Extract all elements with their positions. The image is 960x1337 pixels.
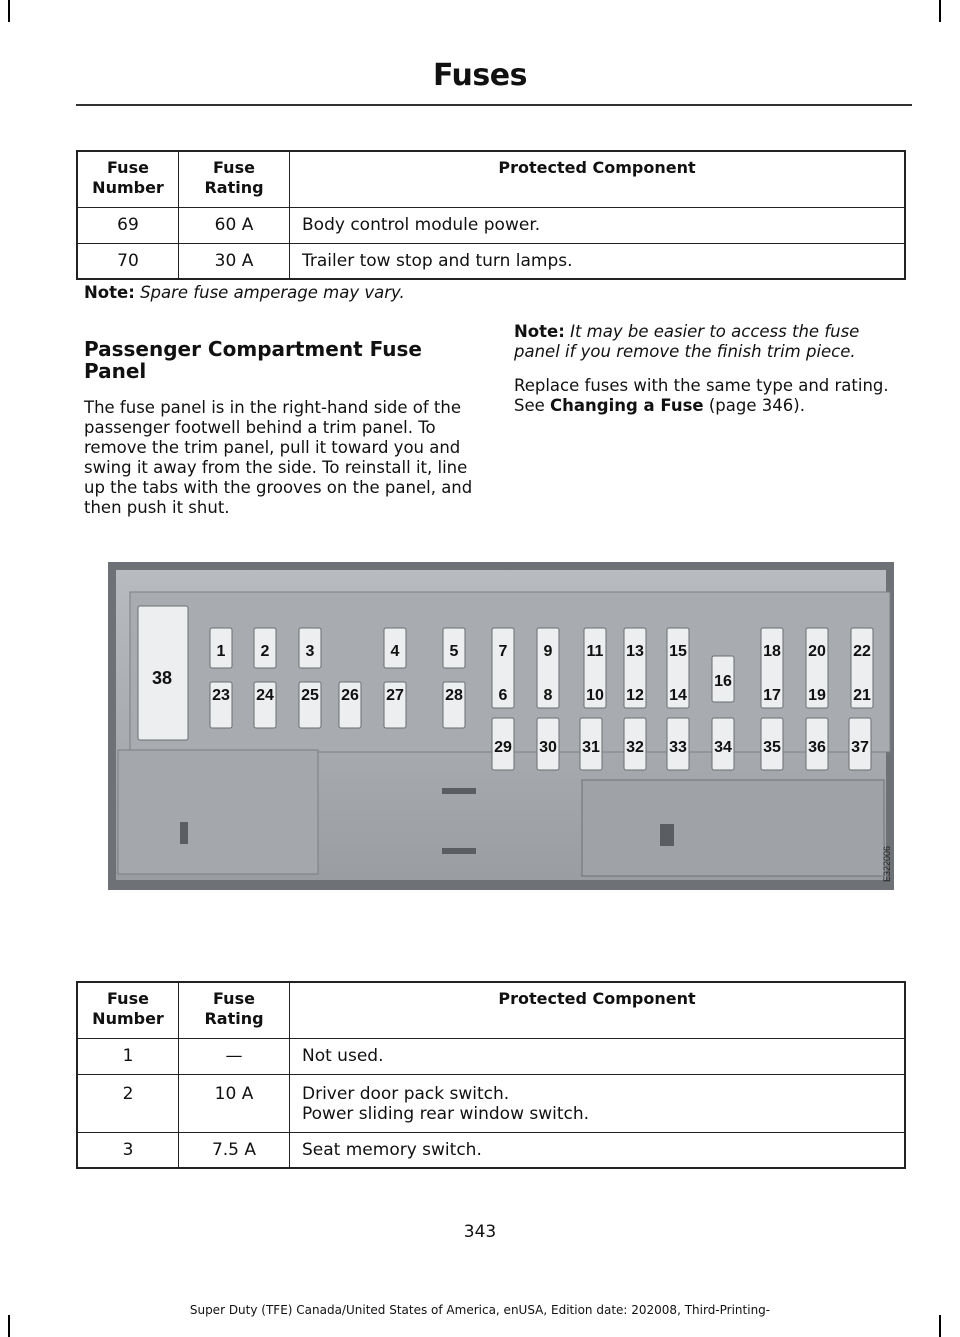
fuse-label-27: 27	[386, 687, 404, 704]
table-row	[77, 243, 905, 279]
table-row	[77, 1132, 905, 1168]
table-row	[77, 1074, 905, 1132]
protected-component	[290, 1074, 906, 1132]
fuse-rating: 10 A	[179, 1074, 290, 1132]
connector-slot	[442, 848, 476, 854]
fuse-number: 3	[77, 1132, 179, 1168]
fuse-label-13: 13	[626, 643, 644, 660]
body-paragraph: The fuse panel is in the right-hand side of the passenger footwell behind a trim panel. To remove the trim panel, pull it toward you and swing it away from the side. To reinstall it, line up the tabs with the grooves on the panel, and then push it shut.	[84, 398, 473, 517]
fuse-label-19: 19	[808, 687, 826, 704]
fuse-label-38: 38	[152, 668, 173, 688]
crop-mark	[8, 0, 10, 22]
protected-component: Seat memory switch.	[290, 1132, 906, 1168]
fuse-number: 2	[77, 1074, 179, 1132]
fuse-panel-diagram	[108, 562, 894, 890]
note-text: Spare fuse amperage may vary.	[134, 283, 405, 302]
header-protected-component: Protected Component	[290, 982, 906, 1038]
fuse-label-35: 35	[763, 739, 781, 756]
fuse-label-32: 32	[626, 739, 644, 756]
fuse-number: 69	[77, 207, 179, 243]
page-footer: Super Duty (TFE) Canada/United States of America, enUSA, Edition date: 202008, Third-Printing-	[189, 1303, 771, 1317]
fuse-rating: 60 A	[179, 207, 290, 243]
crop-mark	[939, 0, 941, 22]
protected-component: Body control module power.	[290, 207, 906, 243]
header-divider	[76, 104, 912, 106]
trim-note	[514, 322, 894, 362]
fuse-label-10: 10	[586, 687, 604, 704]
fuse-label-24: 24	[256, 687, 274, 704]
note-label: Note:	[84, 283, 135, 302]
fuse-label-20: 20	[808, 643, 826, 660]
header-fuse-rating: Fuse Rating	[179, 982, 290, 1038]
table-row	[77, 1038, 905, 1074]
fuse-label-21: 21	[853, 687, 871, 704]
diagram-code: E322006	[882, 845, 892, 882]
page-title: Fuses	[433, 58, 527, 93]
fuse-label-9: 9	[543, 643, 553, 660]
connector-slot	[660, 824, 674, 846]
fuse-label-1: 1	[216, 643, 226, 660]
spare-fuse-note	[84, 283, 504, 303]
fuse-label-4: 4	[390, 643, 400, 660]
fuse-label-30: 30	[539, 739, 557, 756]
fuse-label-15: 15	[669, 643, 687, 660]
fuse-label-16: 16	[714, 673, 732, 690]
fuse-label-25: 25	[301, 687, 319, 704]
lower-right-block	[582, 780, 884, 876]
fuse-label-28: 28	[445, 687, 463, 704]
page-number: 343	[463, 1222, 497, 1242]
fuse-label-23: 23	[212, 687, 230, 704]
fuse-label-18: 18	[763, 643, 781, 660]
fuse-label-14: 14	[669, 687, 687, 704]
fuse-label-3: 3	[305, 643, 315, 660]
fuse-label-37: 37	[851, 739, 869, 756]
connector-slot	[442, 788, 476, 794]
fuse-label-8: 8	[543, 687, 553, 704]
fuse-label-31: 31	[582, 739, 600, 756]
lower-left-block	[118, 750, 318, 874]
fuse-label-6: 6	[498, 687, 508, 704]
fuse-number: 70	[77, 243, 179, 279]
fuse-label-2: 2	[260, 643, 270, 660]
fuse-label-34: 34	[714, 739, 732, 756]
component-line: Power sliding rear window switch.	[302, 1103, 590, 1124]
note-text: It may be easier to access the fuse panel if you remove the finish trim piece.	[514, 322, 860, 361]
fuse-label-36: 36	[808, 739, 826, 756]
fuse-label-22: 22	[853, 643, 871, 660]
crop-mark	[939, 1315, 941, 1337]
connector-slot	[180, 822, 188, 844]
header-fuse-rating: Fuse Rating	[179, 151, 290, 207]
fuse-label-7: 7	[498, 643, 508, 660]
fuse-label-17: 17	[763, 687, 781, 704]
header-protected-component: Protected Component	[290, 151, 906, 207]
protected-component: Trailer tow stop and turn lamps.	[290, 243, 906, 279]
table-header-row	[77, 151, 905, 207]
fuse-label-12: 12	[626, 687, 644, 704]
header-fuse-number: Fuse Number	[77, 982, 179, 1038]
table-header-row	[77, 982, 905, 1038]
replace-page-ref: (page 346).	[703, 396, 805, 415]
fuse-label-5: 5	[449, 643, 459, 660]
header-fuse-number: Fuse Number	[77, 151, 179, 207]
fuse-label-11: 11	[586, 643, 604, 660]
fuse-rating: 30 A	[179, 243, 290, 279]
note-label: Note:	[514, 322, 565, 341]
changing-fuse-link[interactable]: Changing a Fuse	[550, 396, 704, 415]
replace-paragraph	[514, 376, 904, 416]
fuse-table-1	[76, 150, 906, 280]
fuse-rating: 7.5 A	[179, 1132, 290, 1168]
crop-mark	[8, 1315, 10, 1337]
fuse-label-26: 26	[341, 687, 359, 704]
fuse-table-2	[76, 981, 906, 1169]
section-heading: Passenger Compartment Fuse Panel	[84, 337, 422, 383]
protected-component: Not used.	[290, 1038, 906, 1074]
fuse-label-33: 33	[669, 739, 687, 756]
component-line: Driver door pack switch.	[302, 1083, 510, 1104]
fuse-label-29: 29	[494, 739, 512, 756]
fuse-number: 1	[77, 1038, 179, 1074]
table-row	[77, 207, 905, 243]
replace-text: Replace fuses with the same type and rating. See	[514, 376, 889, 415]
fuse-rating: —	[179, 1038, 290, 1074]
